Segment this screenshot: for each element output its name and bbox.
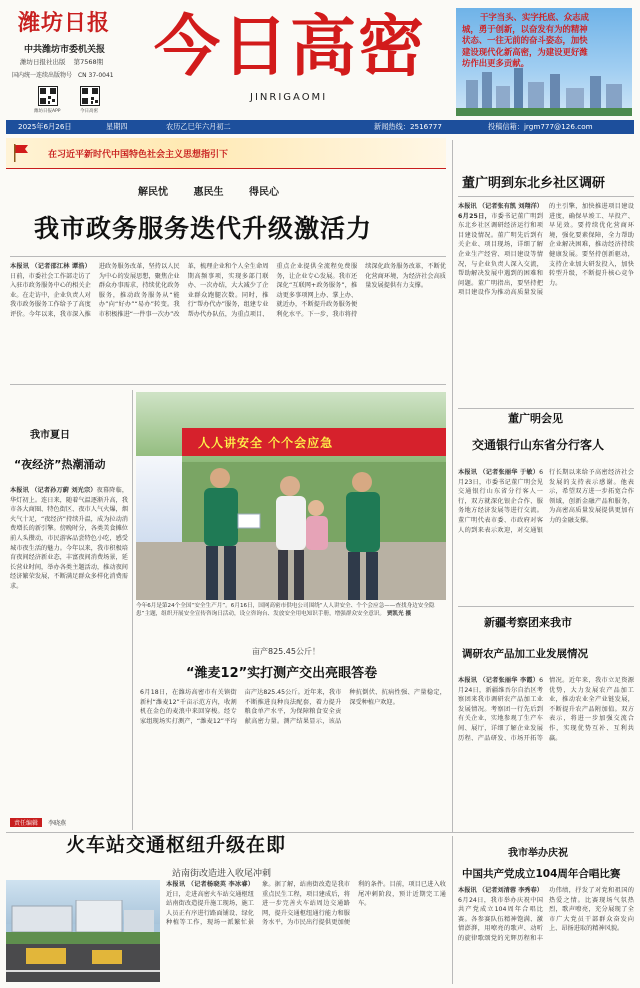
slogan-line-1: 干字当头、实字托底、众志成: [480, 12, 589, 22]
party-byline: 本报讯 （记者刘清蓉 李秀春）: [458, 887, 543, 894]
masthead-pinyin: JINRIGAOMI: [250, 92, 328, 103]
masthead-title: 今日高密: [154, 7, 426, 85]
photo-banner-text: 人人讲安全 个个会应急: [198, 436, 334, 450]
lunar-date: 农历乙巳年六月初二: [166, 122, 231, 131]
photo-safety-banner: [182, 428, 446, 456]
wheat-title[interactable]: “潍麦12”实打测产交出亮眼答卷: [186, 666, 378, 681]
date: 2025年6月26日: [18, 122, 72, 131]
kicker-1: 解民忧: [138, 187, 168, 198]
lead-byline: 本报讯 （记者邵江林 谭浩）: [10, 263, 91, 270]
ideology-banner: [6, 138, 446, 168]
xinjiang-title-line-2[interactable]: 调研农产品加工业发展情况: [462, 648, 588, 660]
lead-divider: [10, 256, 446, 257]
news-hotline: 新闻热线：2516777: [374, 122, 442, 131]
bank-byline: 本报讯 （记者张丽华 于敏）: [458, 469, 540, 476]
editor-label: 责任编辑: [10, 818, 42, 827]
qr-icon: [80, 86, 100, 106]
weekday: 星期四: [106, 122, 128, 131]
editor-credit: [10, 818, 66, 827]
research-divider: [458, 196, 634, 197]
party-body: [458, 886, 634, 982]
wheat-body-text: 6月18日，在潍坊高密市有关镇街新村“潍麦12”千亩示范方内，收割机在金色的麦浪中来回穿梭。经专家组现场实打测产，“潍麦12”平均亩产达825.45公斤。近年来，我市不断推进良种良法配套，着力提升粮食单产水平，为保障粮食安全贡献高密力量。测产结果显示，该品种抗倒伏、抗病性强、产量稳定，深受种植户欢迎。: [140, 689, 446, 725]
bank-title-line-1[interactable]: 董广明会见: [508, 412, 563, 425]
station-body-text: 近日，走进高密火车站交通枢纽站南街改造提升施工现场，施工人员正有序进行路面铺设、绿化种植等工作，现场一派繁忙景象。据了解，站南街改造是我市重点民生工程，项目建成后，将进一步完善火车站周边交通路网，提升交通枢纽通行能力和服务水平，为市民出行提供更加便利的条件。目前，项目已进入收尾冲刺阶段，预计近期完工通车。: [166, 881, 446, 927]
research-body: [458, 202, 634, 402]
column-divider-left: [132, 390, 133, 830]
cn-label: 国内统一连续出版物号: [12, 72, 73, 79]
publisher-text: 潍坊日报社出版: [20, 58, 66, 66]
photo-caption: [136, 602, 446, 636]
lead-body-text: 日前，市委社会工作部走访了入驻市政务服务中心的相关企业。在走访中，企业负责人对我市政务服务工作给予了高度评价。今年以来，我市深入推进政务服务改革，坚持以人民为中心的发展思想，聚焦企业群众办事需求，持续优化政务服务，推动政务服务从“能办”向“好办”“易办”转变。我市积极推进“一件事一次办”改革，梳理企业和个人全生命周期高频事项，实现多部门联办、一次办结，大大减少了企业群众跑腿次数。同时，推行“帮办代办”服务，组建专业帮办代办队伍，为重点项目、重点企业提供全流程免费服务，让企业专心发展。我市还深化“互联网+政务服务”，推动更多事项网上办、掌上办、就近办，不断提升政务服务便利化水平。下一步，我市将持续深化政务服务改革，不断优化营商环境，为经济社会高质量发展提供有力支撑。: [10, 263, 446, 318]
bank-top-divider: [458, 408, 634, 409]
lead-body: [10, 262, 446, 378]
column-divider-right: [452, 140, 453, 832]
lead-kickers: [138, 183, 279, 198]
banner-text: 在习近平新时代中国特色社会主义思想指引下: [48, 150, 229, 160]
summer-byline: 本报讯 （记者孙万蔚 刘光宗）: [10, 487, 97, 494]
paper-name: 潍坊日报: [18, 10, 111, 36]
photo-credit: 贾凯光 摄: [386, 611, 412, 617]
slogan-line-3: 状态、一往无前的奋斗姿态，加快: [462, 35, 588, 46]
research-title[interactable]: 董广明到东北乡社区调研: [462, 176, 606, 191]
dateline-bar: [6, 120, 634, 134]
bank-body-text: 6月23日，市委书记董广明会见交通银行山东省分行客人一行，双方就深化银企合作、服务地方经济发展等进行交流。董广明代表市委、市政府对客人的到来表示欢迎，对交通银行长期以来给予高密经济社会发展的支持表示感谢。他表示，希望双方进一步拓宽合作领域，创新金融产品和服务，为高密高质量发展提供更加有力的金融支撑。: [458, 469, 634, 534]
xinjiang-top-divider: [458, 606, 634, 607]
qr-code-wechat[interactable]: [80, 86, 100, 106]
summer-body-text: 夜幕降临，华灯初上。连日来，随着气温逐渐升高，我市各大商圈、特色街区、夜市人气火爆，烟火气十足，“夜经济”持续升温，成为拉动消费增长的新引擎。傍晚时分，各类美食摊位前人头攒动，市民游客品尝特色小吃，感受城市夜生活的魅力。今年以来，我市积极培育夜间经济新业态，丰富夜间消费场景，延长营业时间，举办各类主题活动，推动夜间经济繁荣发展，不断满足群众多样化消费需求。: [10, 487, 128, 590]
slogan-line-2: 城，勇于创新，以奋发有为的精神: [462, 23, 588, 34]
summer-top-divider: [10, 384, 446, 385]
slogan-panel: [456, 8, 632, 116]
qr-code-app-label: 潍坊日报APP: [34, 109, 61, 114]
xinjiang-byline: 本报讯 （记者张丽华 李霞）: [458, 677, 540, 684]
research-body-text: 市委书记董广明到东北乡社区调研经济运行和项目建设情况。董广明先后到有关企业、项目现场，详细了解企业生产经营、项目建设等情况，与企业负责人深入交流，帮助解决发展中遇到的困难和问题。董广明指出，要坚持把项目建设作为推动高质量发展的主引擎，加快推进项目建设进度，确保早竣工、早投产、早见效。要持续优化营商环境，强化要素保障，全力帮助企业解决困难，推动经济持续健康发展。要坚持创新驱动，支持企业加大研发投入，加快转型升级，不断提升核心竞争力。: [458, 203, 634, 297]
summer-title[interactable]: “夜经济”热潮涌动: [14, 458, 106, 471]
party-title[interactable]: 中国共产党成立104周年合唱比赛: [462, 868, 621, 880]
summer-label: 我市夏日: [30, 430, 70, 441]
lead-title[interactable]: 我市政务服务迭代升级激活力: [34, 214, 373, 243]
summer-body: [10, 486, 128, 806]
editor-name: 李晓燕: [47, 820, 66, 827]
xinjiang-body: [458, 676, 634, 800]
sponsor-line: 中共潍坊市委机关报: [24, 45, 106, 55]
kicker-3: 得民心: [248, 187, 279, 198]
bottom-column-divider: [452, 836, 453, 984]
research-byline: 本报讯 （记者张有凯 刘翔洋）6月25日，: [458, 203, 543, 220]
wheat-body: [140, 688, 446, 804]
submission-email[interactable]: 投稿信箱：jrgm777@126.com: [488, 122, 593, 131]
xinjiang-title-line-1[interactable]: 新疆考察团来我市: [484, 616, 572, 629]
city-skyline-icon: [456, 66, 632, 116]
photo-people-icon: [192, 456, 442, 600]
slogan-line-4: 建设现代化新高密，为建设更好潍: [462, 46, 588, 57]
station-construction-icon: [6, 900, 160, 982]
photo-caption-text: 今年6月是第24个全国“安全生产月”。6月16日，国网高密市供电公司围绕“人人讲安全、个个会应急——查找身边安全隐患”主题，组织开展安全宣传咨询日活动，设立咨询台、发放安全用电知识手册，增强群众安全意识。: [136, 603, 435, 617]
kicker-2: 惠民生: [193, 187, 224, 198]
flag-icon: [12, 143, 30, 163]
bank-body: [458, 468, 634, 600]
party-body-text: 6月24日，我市举办庆祝中国共产党成立104周年合唱比赛。各参赛队伍精神饱满、激情澎湃，用嘹亮的歌声、动听的旋律歌颂党的光辉历程和丰功伟绩，抒发了对党和祖国的热爱之情。比赛现场气氛热烈，歌声嘹亮，充分展现了全市广大党员干部群众奋发向上、昂扬进取的精神风貌。: [458, 887, 634, 942]
slogan-line-5: 坊作出更多贡献。: [462, 58, 529, 69]
publisher-line: [20, 57, 103, 66]
station-photo: [6, 880, 160, 982]
station-byline: 本报讯 （记者杨晓英 李冰睿）: [166, 881, 254, 888]
station-body: [166, 880, 446, 982]
qr-icon: [38, 86, 58, 106]
masthead: [0, 0, 640, 118]
station-subtitle: 站南街改造进入收尾冲刺: [172, 869, 272, 879]
xinjiang-body-text: 6月24日，新疆维吾尔自治区考察团来我市调研农产品加工业发展情况。考察团一行先后到有关企业，实地参观了生产车间、展厅，详细了解企业发展历程、产品研发、市场开拓等情况。近年来，我市立足资源优势，大力发展农产品加工业，推动农业全产业链发展，不断提升农产品附加值。双方表示，将进一步加强交流合作，实现优势互补、互利共赢。: [458, 677, 634, 742]
qr-code-wechat-label: 今日高密: [80, 109, 98, 114]
bank-title-line-2[interactable]: 交通银行山东省分行客人: [472, 438, 605, 452]
cn-number: CN 37-0041: [77, 72, 114, 79]
cn-line: [12, 70, 114, 79]
party-label: 我市举办庆祝: [508, 848, 568, 859]
station-title[interactable]: 火车站交通枢纽升级在即: [66, 834, 287, 856]
issue-number: 第7568期: [73, 58, 104, 66]
qr-code-app[interactable]: [38, 86, 58, 106]
main-photo: [136, 392, 446, 600]
banner-underline: [6, 168, 446, 169]
wheat-subtitle: 亩产825.45公斤！: [252, 647, 320, 656]
